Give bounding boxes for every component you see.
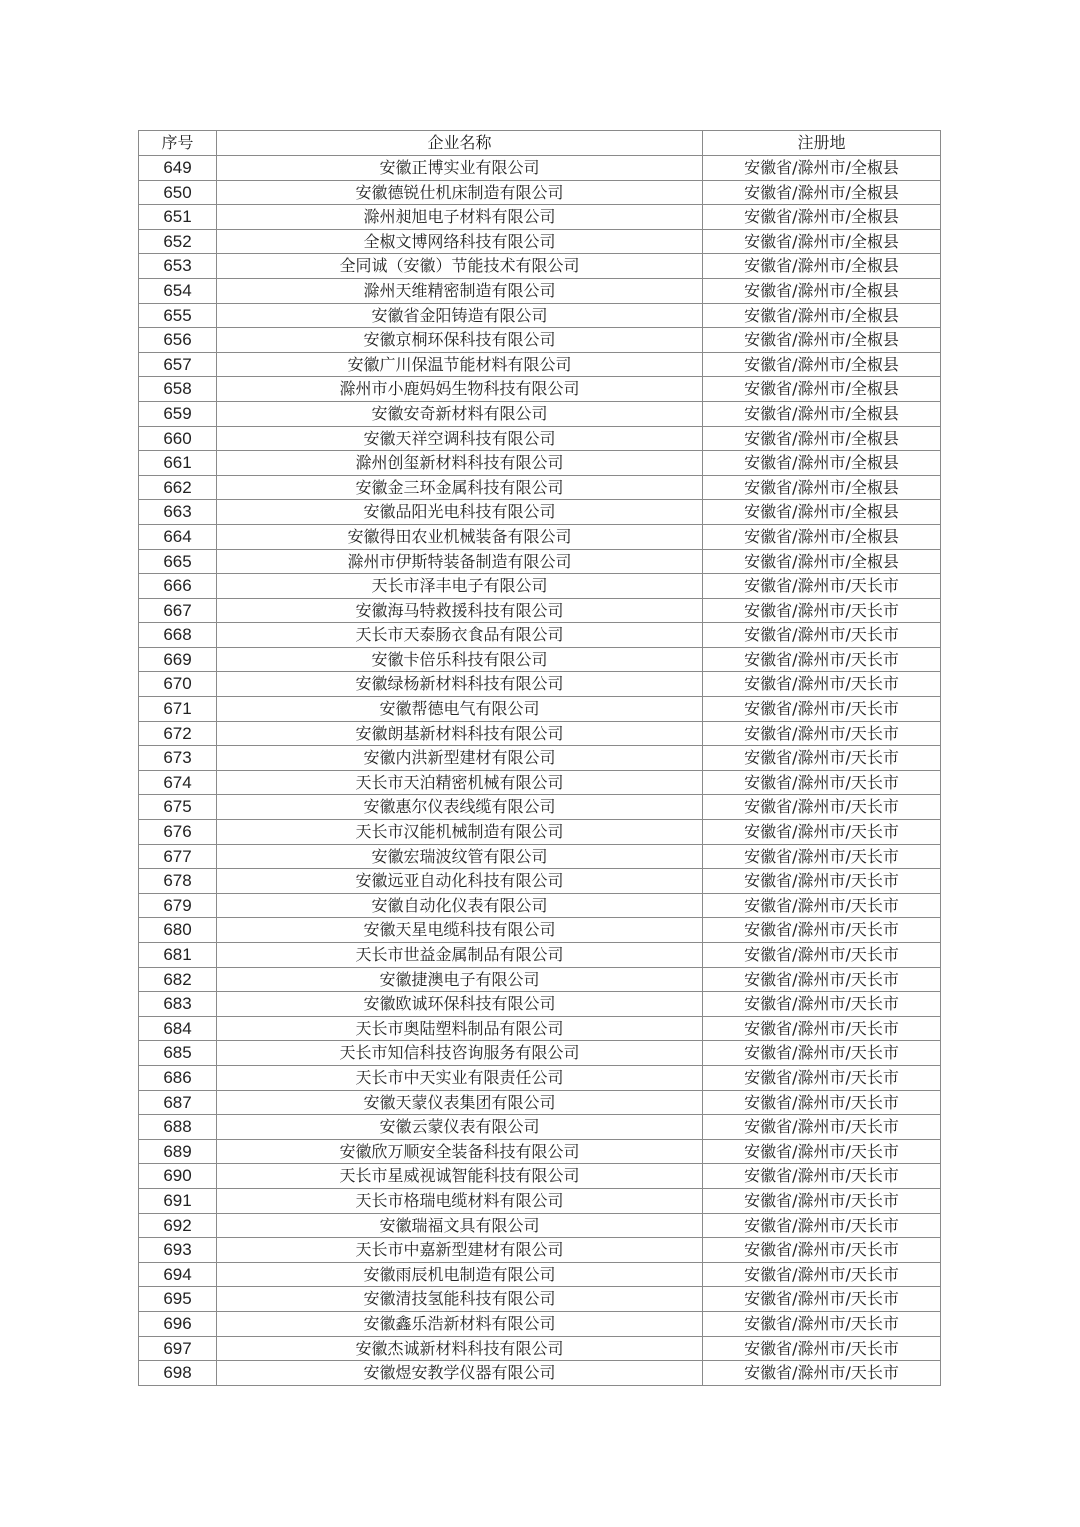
table-row (139, 795, 941, 820)
company-name-cell: 安徽天祥空调科技有限公司 (217, 426, 703, 451)
company-name-cell: 天长市天泊精密机械有限公司 (217, 770, 703, 795)
company-name-cell: 安徽得田农业机械装备有限公司 (217, 524, 703, 549)
table-row (139, 869, 941, 894)
company-name-cell: 安徽宏瑞波纹管有限公司 (217, 844, 703, 869)
serial-number-cell: 655 (139, 303, 217, 328)
registered-location-cell: 安徽省/滁州市/天长市 (703, 623, 941, 648)
table-row (139, 770, 941, 795)
company-name-cell: 安徽云蒙仪表有限公司 (217, 1115, 703, 1140)
company-name-cell: 安徽捷澳电子有限公司 (217, 967, 703, 992)
company-name-cell: 全椒文博网络科技有限公司 (217, 229, 703, 254)
company-name-cell: 安徽欣万顺安全装备科技有限公司 (217, 1139, 703, 1164)
table-row (139, 451, 941, 476)
serial-number-cell: 698 (139, 1361, 217, 1386)
table-row (139, 426, 941, 451)
company-name-cell: 安徽金三环金属科技有限公司 (217, 475, 703, 500)
table-row (139, 254, 941, 279)
table-row (139, 1188, 941, 1213)
table-row (139, 1361, 941, 1386)
registered-location-cell: 安徽省/滁州市/天长市 (703, 795, 941, 820)
registered-location-cell: 安徽省/滁州市/天长市 (703, 1336, 941, 1361)
company-name-cell: 安徽京桐环保科技有限公司 (217, 328, 703, 353)
registered-location-cell: 安徽省/滁州市/天长市 (703, 992, 941, 1017)
company-name-cell: 安徽欧诚环保科技有限公司 (217, 992, 703, 1017)
registered-location-cell: 安徽省/滁州市/天长市 (703, 1065, 941, 1090)
table-row (139, 500, 941, 525)
company-name-cell: 安徽品阳光电科技有限公司 (217, 500, 703, 525)
company-name-cell: 安徽朗基新材料科技有限公司 (217, 721, 703, 746)
registered-location-cell: 安徽省/滁州市/全椒县 (703, 303, 941, 328)
serial-number-cell: 662 (139, 475, 217, 500)
registered-location-cell: 安徽省/滁州市/全椒县 (703, 278, 941, 303)
registered-location-cell: 安徽省/滁州市/天长市 (703, 574, 941, 599)
table-header (139, 131, 941, 156)
table-row (139, 1115, 941, 1140)
serial-number-cell: 690 (139, 1164, 217, 1189)
company-name-cell: 天长市中嘉新型建材有限公司 (217, 1238, 703, 1263)
header-serial-number: 序号 (139, 131, 217, 156)
registered-location-cell: 安徽省/滁州市/全椒县 (703, 352, 941, 377)
serial-number-cell: 671 (139, 697, 217, 722)
company-name-cell: 安徽卡倍乐科技有限公司 (217, 647, 703, 672)
registered-location-cell: 安徽省/滁州市/全椒县 (703, 254, 941, 279)
table-row (139, 943, 941, 968)
serial-number-cell: 681 (139, 943, 217, 968)
company-name-cell: 安徽自动化仪表有限公司 (217, 893, 703, 918)
company-name-cell: 安徽天蒙仪表集团有限公司 (217, 1090, 703, 1115)
serial-number-cell: 657 (139, 352, 217, 377)
serial-number-cell: 651 (139, 205, 217, 230)
serial-number-cell: 678 (139, 869, 217, 894)
table-row (139, 1287, 941, 1312)
registered-location-cell: 安徽省/滁州市/天长市 (703, 1311, 941, 1336)
serial-number-cell: 687 (139, 1090, 217, 1115)
serial-number-cell: 666 (139, 574, 217, 599)
registered-location-cell: 安徽省/滁州市/天长市 (703, 1213, 941, 1238)
serial-number-cell: 649 (139, 156, 217, 181)
company-name-cell: 滁州市伊斯特装备制造有限公司 (217, 549, 703, 574)
registered-location-cell: 安徽省/滁州市/全椒县 (703, 328, 941, 353)
table-row (139, 1065, 941, 1090)
table-row (139, 549, 941, 574)
table-row (139, 401, 941, 426)
registered-location-cell: 安徽省/滁州市/天长市 (703, 1238, 941, 1263)
table-row (139, 1016, 941, 1041)
serial-number-cell: 683 (139, 992, 217, 1017)
serial-number-cell: 682 (139, 967, 217, 992)
registered-location-cell: 安徽省/滁州市/天长市 (703, 1115, 941, 1140)
company-name-cell: 安徽杰诚新材料科技有限公司 (217, 1336, 703, 1361)
registered-location-cell: 安徽省/滁州市/全椒县 (703, 475, 941, 500)
table-row (139, 844, 941, 869)
serial-number-cell: 692 (139, 1213, 217, 1238)
table-row (139, 205, 941, 230)
registered-location-cell: 安徽省/滁州市/天长市 (703, 746, 941, 771)
serial-number-cell: 688 (139, 1115, 217, 1140)
company-name-cell: 安徽清技氢能科技有限公司 (217, 1287, 703, 1312)
company-name-cell: 天长市汉能机械制造有限公司 (217, 820, 703, 845)
registered-location-cell: 安徽省/滁州市/天长市 (703, 1262, 941, 1287)
registered-location-cell: 安徽省/滁州市/全椒县 (703, 205, 941, 230)
registered-location-cell: 安徽省/滁州市/天长市 (703, 598, 941, 623)
serial-number-cell: 663 (139, 500, 217, 525)
serial-number-cell: 674 (139, 770, 217, 795)
table-row (139, 278, 941, 303)
registered-location-cell: 安徽省/滁州市/全椒县 (703, 229, 941, 254)
serial-number-cell: 696 (139, 1311, 217, 1336)
registered-location-cell: 安徽省/滁州市/全椒县 (703, 156, 941, 181)
table-row (139, 180, 941, 205)
company-name-cell: 天长市知信科技咨询服务有限公司 (217, 1041, 703, 1066)
registered-location-cell: 安徽省/滁州市/天长市 (703, 918, 941, 943)
registered-location-cell: 安徽省/滁州市/全椒县 (703, 180, 941, 205)
serial-number-cell: 697 (139, 1336, 217, 1361)
registered-location-cell: 安徽省/滁州市/天长市 (703, 647, 941, 672)
company-name-cell: 滁州天维精密制造有限公司 (217, 278, 703, 303)
registered-location-cell: 安徽省/滁州市/天长市 (703, 672, 941, 697)
header-company-name: 企业名称 (217, 131, 703, 156)
company-name-cell: 安徽远亚自动化科技有限公司 (217, 869, 703, 894)
serial-number-cell: 653 (139, 254, 217, 279)
table-row (139, 992, 941, 1017)
registered-location-cell: 安徽省/滁州市/天长市 (703, 721, 941, 746)
serial-number-cell: 694 (139, 1262, 217, 1287)
table-row (139, 574, 941, 599)
table-row (139, 1090, 941, 1115)
table-row (139, 893, 941, 918)
table-row (139, 377, 941, 402)
registered-location-cell: 安徽省/滁州市/天长市 (703, 1041, 941, 1066)
table-row (139, 156, 941, 181)
serial-number-cell: 658 (139, 377, 217, 402)
serial-number-cell: 654 (139, 278, 217, 303)
registered-location-cell: 安徽省/滁州市/天长市 (703, 893, 941, 918)
company-name-cell: 天长市世益金属制品有限公司 (217, 943, 703, 968)
table-body (139, 156, 941, 1386)
table-row (139, 1139, 941, 1164)
serial-number-cell: 689 (139, 1139, 217, 1164)
company-name-cell: 安徽帮德电气有限公司 (217, 697, 703, 722)
registered-location-cell: 安徽省/滁州市/天长市 (703, 943, 941, 968)
company-name-cell: 安徽省金阳铸造有限公司 (217, 303, 703, 328)
table-row (139, 475, 941, 500)
registered-location-cell: 安徽省/滁州市/天长市 (703, 1016, 941, 1041)
header-registered-location: 注册地 (703, 131, 941, 156)
serial-number-cell: 659 (139, 401, 217, 426)
company-name-cell: 安徽正博实业有限公司 (217, 156, 703, 181)
registered-location-cell: 安徽省/滁州市/天长市 (703, 869, 941, 894)
company-name-cell: 天长市泽丰电子有限公司 (217, 574, 703, 599)
company-name-cell: 安徽绿杨新材料科技有限公司 (217, 672, 703, 697)
company-name-cell: 天长市星威视诚智能科技有限公司 (217, 1164, 703, 1189)
company-name-cell: 天长市奥陆塑料制品有限公司 (217, 1016, 703, 1041)
registered-location-cell: 安徽省/滁州市/天长市 (703, 1139, 941, 1164)
registered-location-cell: 安徽省/滁州市/全椒县 (703, 524, 941, 549)
serial-number-cell: 686 (139, 1065, 217, 1090)
serial-number-cell: 680 (139, 918, 217, 943)
table-row (139, 524, 941, 549)
serial-number-cell: 656 (139, 328, 217, 353)
serial-number-cell: 695 (139, 1287, 217, 1312)
serial-number-cell: 685 (139, 1041, 217, 1066)
table-row (139, 672, 941, 697)
table-row (139, 820, 941, 845)
company-name-cell: 安徽海马特救援科技有限公司 (217, 598, 703, 623)
company-name-cell: 安徽天星电缆科技有限公司 (217, 918, 703, 943)
registered-location-cell: 安徽省/滁州市/天长市 (703, 967, 941, 992)
table-row (139, 1238, 941, 1263)
company-list-table (138, 130, 941, 1386)
company-name-cell: 滁州昶旭电子材料有限公司 (217, 205, 703, 230)
serial-number-cell: 652 (139, 229, 217, 254)
table-row (139, 303, 941, 328)
serial-number-cell: 661 (139, 451, 217, 476)
registered-location-cell: 安徽省/滁州市/全椒县 (703, 377, 941, 402)
company-name-cell: 安徽鑫乐浩新材料有限公司 (217, 1311, 703, 1336)
registered-location-cell: 安徽省/滁州市/全椒县 (703, 451, 941, 476)
serial-number-cell: 668 (139, 623, 217, 648)
registered-location-cell: 安徽省/滁州市/天长市 (703, 844, 941, 869)
serial-number-cell: 691 (139, 1188, 217, 1213)
serial-number-cell: 679 (139, 893, 217, 918)
table-row (139, 1213, 941, 1238)
table-row (139, 721, 941, 746)
serial-number-cell: 677 (139, 844, 217, 869)
serial-number-cell: 667 (139, 598, 217, 623)
table-row (139, 746, 941, 771)
table-row (139, 1262, 941, 1287)
table-row (139, 967, 941, 992)
serial-number-cell: 693 (139, 1238, 217, 1263)
registered-location-cell: 安徽省/滁州市/天长市 (703, 770, 941, 795)
table-row (139, 1311, 941, 1336)
company-name-cell: 安徽雨辰机电制造有限公司 (217, 1262, 703, 1287)
table-row (139, 1041, 941, 1066)
company-name-cell: 天长市格瑞电缆材料有限公司 (217, 1188, 703, 1213)
company-name-cell: 安徽安奇新材料有限公司 (217, 401, 703, 426)
registered-location-cell: 安徽省/滁州市/天长市 (703, 820, 941, 845)
registered-location-cell: 安徽省/滁州市/天长市 (703, 697, 941, 722)
serial-number-cell: 672 (139, 721, 217, 746)
serial-number-cell: 650 (139, 180, 217, 205)
serial-number-cell: 673 (139, 746, 217, 771)
company-name-cell: 滁州市小鹿妈妈生物科技有限公司 (217, 377, 703, 402)
registered-location-cell: 安徽省/滁州市/天长市 (703, 1164, 941, 1189)
table-row (139, 697, 941, 722)
registered-location-cell: 安徽省/滁州市/天长市 (703, 1090, 941, 1115)
serial-number-cell: 665 (139, 549, 217, 574)
table-row (139, 598, 941, 623)
registered-location-cell: 安徽省/滁州市/天长市 (703, 1188, 941, 1213)
company-name-cell: 安徽煜安教学仪器有限公司 (217, 1361, 703, 1386)
serial-number-cell: 669 (139, 647, 217, 672)
serial-number-cell: 660 (139, 426, 217, 451)
header-row (139, 131, 941, 156)
company-name-cell: 天长市天泰肠衣食品有限公司 (217, 623, 703, 648)
registered-location-cell: 安徽省/滁州市/全椒县 (703, 549, 941, 574)
company-name-cell: 安徽瑞福文具有限公司 (217, 1213, 703, 1238)
table-row (139, 918, 941, 943)
registered-location-cell: 安徽省/滁州市/天长市 (703, 1361, 941, 1386)
table-row (139, 1164, 941, 1189)
table-row (139, 623, 941, 648)
table-row (139, 1336, 941, 1361)
table-row (139, 352, 941, 377)
serial-number-cell: 675 (139, 795, 217, 820)
registered-location-cell: 安徽省/滁州市/天长市 (703, 1287, 941, 1312)
company-name-cell: 全同诚（安徽）节能技术有限公司 (217, 254, 703, 279)
serial-number-cell: 676 (139, 820, 217, 845)
company-name-cell: 滁州创玺新材料科技有限公司 (217, 451, 703, 476)
table-row (139, 328, 941, 353)
registered-location-cell: 安徽省/滁州市/全椒县 (703, 401, 941, 426)
company-name-cell: 安徽惠尔仪表线缆有限公司 (217, 795, 703, 820)
company-name-cell: 安徽广川保温节能材料有限公司 (217, 352, 703, 377)
registered-location-cell: 安徽省/滁州市/全椒县 (703, 426, 941, 451)
serial-number-cell: 684 (139, 1016, 217, 1041)
serial-number-cell: 664 (139, 524, 217, 549)
company-name-cell: 安徽内洪新型建材有限公司 (217, 746, 703, 771)
table-row (139, 647, 941, 672)
serial-number-cell: 670 (139, 672, 217, 697)
company-name-cell: 天长市中天实业有限责任公司 (217, 1065, 703, 1090)
table-row (139, 229, 941, 254)
registered-location-cell: 安徽省/滁州市/全椒县 (703, 500, 941, 525)
company-name-cell: 安徽德锐仕机床制造有限公司 (217, 180, 703, 205)
